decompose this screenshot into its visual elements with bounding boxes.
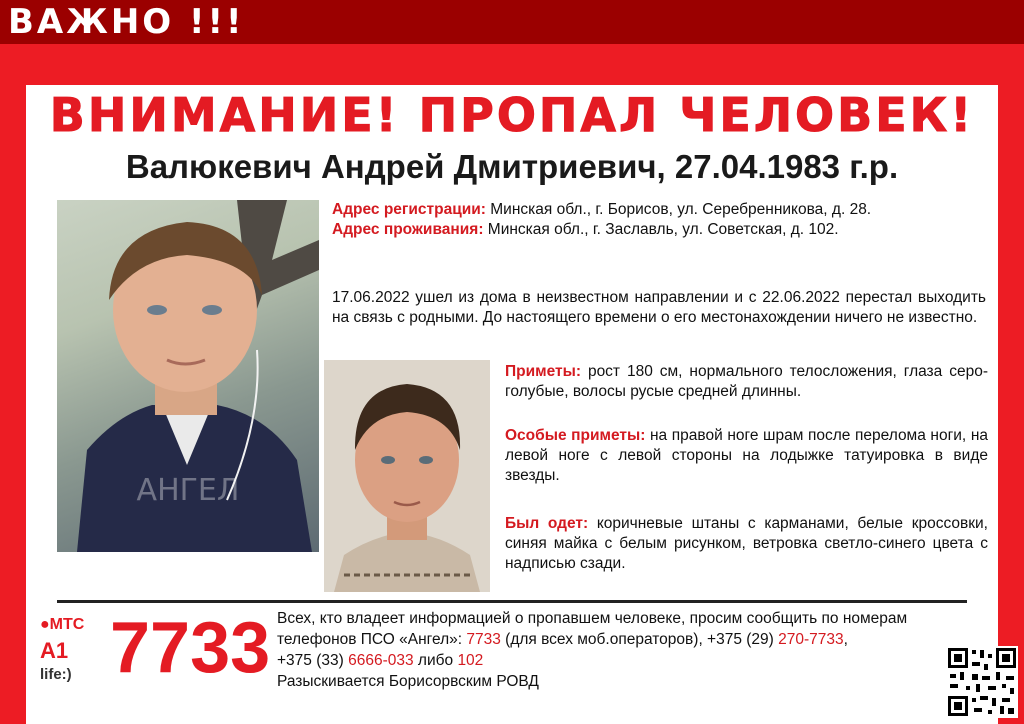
special-signs-label: Особые приметы: (505, 427, 646, 444)
special-signs-block (505, 426, 988, 486)
address-block (332, 200, 952, 240)
clothes-label: Был одет: (505, 515, 589, 532)
contact-text: Всех, кто владеет информацией о пропавшем человеке, просим сообщить по номерам телефонов ПСО «Ангел»: 7733 (для всех моб.операторов), +375 (29) 270-7733, +375 (33) 6666-033 либо 102 (277, 610, 908, 669)
signs-block (505, 362, 988, 402)
mts-logo: ●МТС (40, 616, 85, 633)
life-logo: life:) (40, 666, 72, 683)
watermark-text: АНГЕЛ (136, 473, 240, 508)
residence-value: Минская обл., г. Заславль, ул. Советская, д. 102. (483, 221, 839, 238)
qr-code-icon[interactable] (946, 646, 1018, 718)
clothes-block (505, 514, 988, 574)
phone-29[interactable]: 270-7733 (778, 631, 844, 648)
registration-value: Минская обл., г. Борисов, ул. Серебренникова, д. 28. (485, 201, 872, 218)
short-number[interactable]: 7733 (110, 608, 271, 688)
clothes-value: коричневые штаны с карманами, белые кроссовки, синяя майка с белым рисунком, ветровка светло-синего цвета с надписью сзади. (505, 515, 988, 572)
banner-label: ВАЖНО !!! (8, 2, 245, 42)
registration-label: Адрес регистрации: (332, 201, 486, 218)
phone-102[interactable]: 102 (457, 652, 484, 669)
person-photo-secondary (324, 360, 490, 592)
phone-7733[interactable]: 7733 (466, 631, 501, 648)
registration-address (332, 200, 952, 220)
person-photo-main-art (57, 200, 319, 552)
wanted-by: Разыскивается Борисорвским РОВД (277, 673, 539, 690)
top-banner (0, 0, 1024, 44)
signs-label: Приметы: (505, 363, 582, 380)
a1-logo: A1 (40, 638, 69, 663)
operator-logos (40, 616, 112, 683)
headline: ВНИМАНИЕ! ПРОПАЛ ЧЕЛОВЕК! (49, 88, 975, 142)
residence-label: Адрес проживания: (332, 221, 484, 238)
person-name: Валюкевич Андрей Дмитриевич, 27.04.1983 г.р. (125, 148, 899, 185)
signs-value: рост 180 см, нормального телосложения, глаза серо-голубые, волосы русые средней длинны. (505, 363, 988, 400)
phone-33[interactable]: 6666-033 (348, 652, 414, 669)
circumstances-text: 17.06.2022 ушел из дома в неизвестном направлении и с 22.06.2022 перестал выходить на связь с родными. До настоящего времени о его местонахождении ничего не известно. (332, 289, 986, 326)
person-photo-main (57, 200, 319, 552)
person-photo-secondary-art (324, 360, 490, 592)
residence-address (332, 220, 952, 240)
mts-egg-icon: ● (40, 616, 50, 633)
special-signs-value: на правой ноге шрам после перелома ноги, на левой ноге с левой стороны на лодыжке татуировка в виде звезды. (505, 427, 988, 484)
divider (57, 600, 967, 603)
